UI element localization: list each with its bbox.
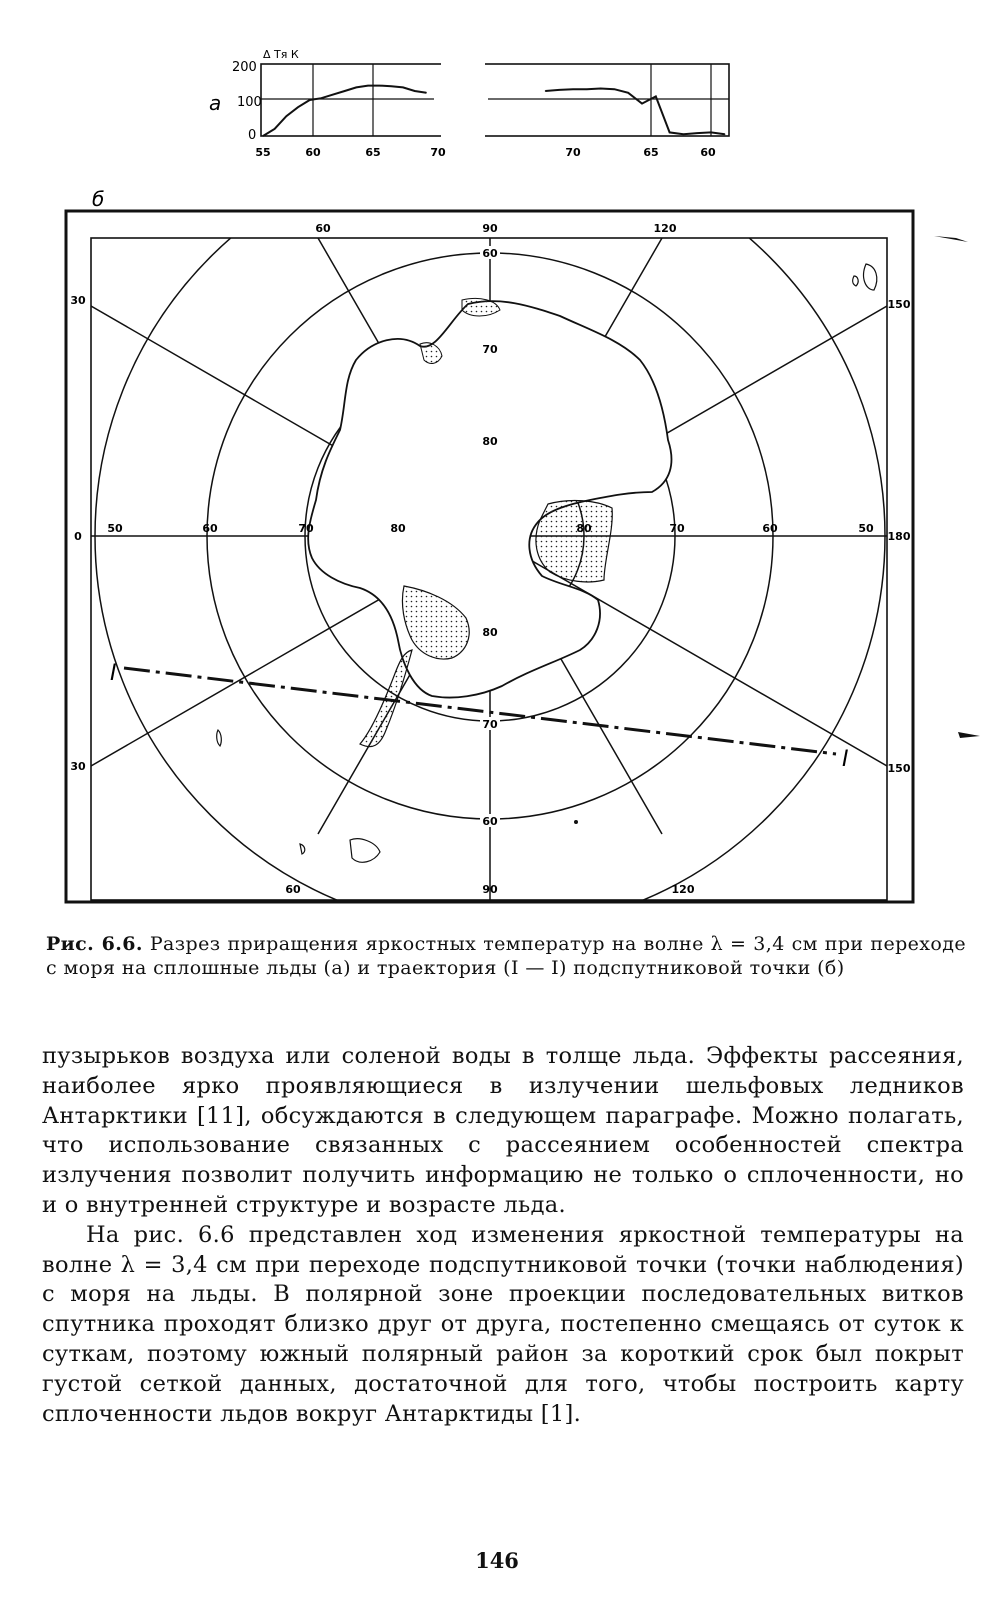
x-tick-label: 65 [643, 146, 659, 159]
trajectory-end-label: I [842, 747, 849, 772]
margin-mark [958, 732, 980, 738]
margin-mark [934, 236, 968, 242]
y-tick-label: 200 [232, 60, 257, 75]
longitude-label: 120 [671, 883, 695, 896]
latitude-label: 70 [482, 343, 498, 356]
caption-label: Рис. 6.6. [46, 933, 143, 955]
x-tick-label: 65 [365, 146, 381, 159]
trajectory-start-label: I [110, 661, 117, 686]
latitude-label: 70 [482, 718, 498, 731]
latitude-label: 60 [202, 522, 218, 535]
panel-a-letter: а [209, 91, 222, 115]
longitude-label: 0 [74, 530, 82, 543]
paragraph: пузырьков воздуха или соленой воды в толще льда. Эффекты рассеяния, наиболее ярко проявляющиеся в излучении шельфовых ледников Антарктики [11], обсуждаются в следующем параграфе. Можно полагать, что использование связанных с рассеянием особенностей спектра излучения позволит получить информацию не только о сплоченности, но и о внутренней структуре и возрасте льда. [42, 1043, 964, 1218]
x-tick-label: 55 [255, 146, 271, 159]
longitude-label: 180 [887, 530, 911, 543]
latitude-label: 70 [669, 522, 685, 535]
latitude-label: 80 [390, 522, 406, 535]
longitude-label: 30 [70, 760, 86, 773]
latitude-label: 60 [482, 815, 498, 828]
caption-text: Разрез приращения яркостных температур на волне λ = 3,4 см при переходе с моря на сплошные льды (а) и траектория (I — I) подспутниковой точки (б) [46, 933, 966, 979]
latitude-label: 80 [482, 626, 498, 639]
latitude-label: 50 [107, 522, 123, 535]
longitude-label: 30 [70, 294, 86, 307]
y-tick-label: 100 [237, 95, 262, 110]
longitude-label: 90 [482, 883, 498, 896]
figure-caption [46, 932, 966, 980]
x-tick-label: 60 [305, 146, 321, 159]
page-number: 146 [475, 1548, 519, 1573]
x-tick-label: 70 [565, 146, 581, 159]
longitude-label: 90 [482, 222, 498, 235]
latitude-label: 50 [858, 522, 874, 535]
longitude-label: 60 [285, 883, 301, 896]
x-tick-label: 60 [700, 146, 716, 159]
latitude-label: 70 [298, 522, 314, 535]
ross-ice-shelf [536, 501, 612, 582]
island-dot [574, 820, 578, 824]
longitude-label: 150 [887, 762, 911, 775]
latitude-label: 60 [482, 247, 498, 260]
body-text [42, 1042, 964, 1429]
latitude-label: 80 [576, 522, 592, 535]
y-axis-label: Δ Tя К [263, 48, 299, 61]
longitude-label: 120 [653, 222, 677, 235]
y-tick-label: 0 [248, 128, 257, 143]
panel-b-letter: б [92, 187, 105, 211]
paragraph: На рис. 6.6 представлен ход изменения яркостной температуры на волне λ = 3,4 см при переходе подспутниковой точки (точки наблюдения) с моря на льды. В полярной зоне проекции последовательных витков спутника проходят близко друг от друга, постепенно смещаясь от суток к суткам, поэтому южный полярный район за короткий срок был покрыт густой сеткой данных, достаточной для того, чтобы построить карту сплоченности льдов вокруг Антарктиды [1]. [42, 1221, 964, 1427]
x-tick-label: 70 [430, 146, 446, 159]
latitude-label: 80 [482, 435, 498, 448]
latitude-label: 60 [762, 522, 778, 535]
longitude-label: 150 [887, 298, 911, 311]
longitude-label: 60 [315, 222, 331, 235]
